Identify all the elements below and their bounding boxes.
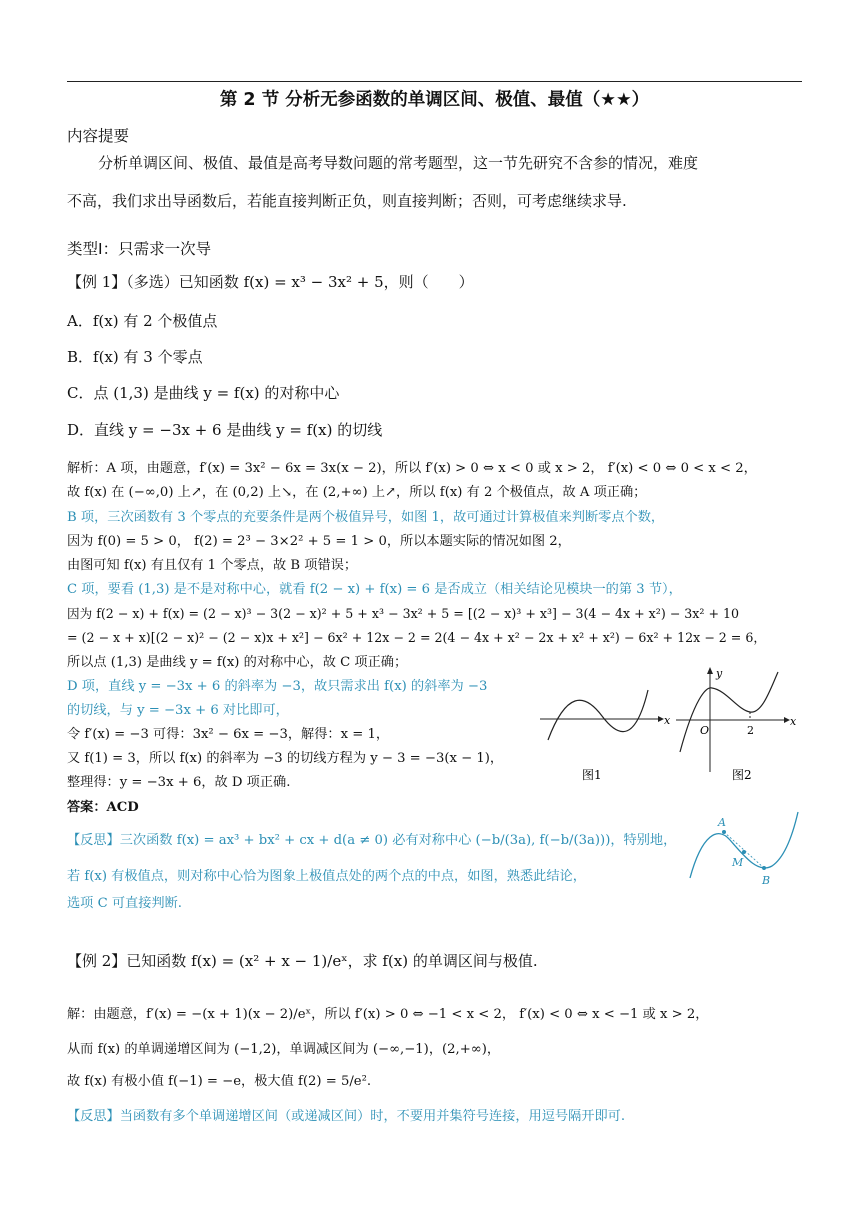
fig1-caption: 图1 xyxy=(582,768,602,782)
fig2-x-label: x xyxy=(790,715,797,728)
solution-c-line-1: C 项，要看 (1,3) 是不是对称中心，就看 f(2 − x) + f(x) = 6 是否成立（相关结论见模块一的第 3 节）， xyxy=(67,582,682,597)
fig1-x-label: x xyxy=(664,714,670,727)
solution-a-line-1: 解析：A 项，由题意，f′(x) = 3x² − 6x = 3x(x − 2)，所以 f′(x) > 0 ⇔ x < 0 或 x > 2， f′(x) < 0 ⇔ 0 < x < 2， xyxy=(67,461,757,476)
solution-c-line-2: 因为 f(2 − x) + f(x) = (2 − x)³ − 3(2 − x)² + 5 + x³ − 3x² + 5 = [(2 − x)³ + x³] − 3(4 − 4x + x²) − 3x² + 10 xyxy=(67,606,740,621)
example2-solution-line-1: 解：由题意，f′(x) = −(x + 1)(x − 2)/eˣ，所以 f′(x) > 0 ⇔ −1 < x < 2， f′(x) < 0 ⇔ x < −1 或 x > 2， xyxy=(67,1007,709,1022)
solution-a-line-2: 故 f(x) 在 (−∞,0) 上↗，在 (0,2) 上↘，在 (2,+∞) 上↗，所以 f(x) 有 2 个极值点，故 A 项正确； xyxy=(67,485,647,500)
summary-line-1: 分析单调区间、极值、最值是高考导数问题的常考题型，这一节先研究不含参的情况，难度 xyxy=(98,154,699,172)
reflection-figure xyxy=(688,808,802,896)
example1-option-d: D．直线 y = −3x + 6 是曲线 y = f(x) 的切线 xyxy=(67,421,383,439)
solution-d-line-3: 令 f′(x) = −3 可得：3x² − 6x = −3，解得：x = 1， xyxy=(67,727,390,742)
fig2-y-label: y xyxy=(716,667,723,680)
solution-b-line-2: 因为 f(0) = 5 > 0， f(2) = 2³ − 3×2² + 5 = 1 > 0，所以本题实际的情况如图 2， xyxy=(67,534,571,549)
point-a-label: A xyxy=(718,816,726,829)
example2-stem: 【例 2】已知函数 f(x) = (x² + x − 1)/eˣ，求 f(x) 的单调区间与极值. xyxy=(67,952,538,970)
solution-d-line-2: 的切线，与 y = −3x + 6 对比即可， xyxy=(67,703,289,718)
solution-b-line-3: 由图可知 f(x) 有且仅有 1 个零点，故 B 项错误； xyxy=(67,558,358,573)
example1-option-a: A．f(x) 有 2 个极值点 xyxy=(67,312,218,330)
example2-solution-line-3: 故 f(x) 有极小值 f(−1) = −e，极大值 f(2) = 5/e². xyxy=(67,1074,372,1089)
solution-c-line-3: = (2 − x + x)[(2 − x)² − (2 − x)x + x²] − 6x² + 12x − 2 = 2(4 − 4x + x² − 2x + x² + x²) − 6x² + 12x − 2 = 6， xyxy=(67,630,766,645)
example1-option-c: C．点 (1,3) 是曲线 y = f(x) 的对称中心 xyxy=(67,384,340,402)
reflection-1-line-2: 若 f(x) 有极值点，则对称中心恰为图象上极值点处的两个点的中点，如图，熟悉此结论， xyxy=(67,869,586,884)
summary-line-2: 不高，我们求出导函数后，若能直接判断正负，则直接判断；否则，可考虑继续求导. xyxy=(67,192,627,210)
point-m-label: M xyxy=(732,856,744,869)
solution-b-line-1: B 项，三次函数有 3 个零点的充要条件是两个极值异号，如图 1，故可通过计算极值来判断零点个数， xyxy=(67,510,665,525)
solution-d-line-1: D 项，直线 y = −3x + 6 的斜率为 −3，故只需求出 f(x) 的斜率为 −3 xyxy=(67,679,488,694)
fig2-tick-2-label: 2 xyxy=(747,724,754,737)
page-title: 第 2 节 分析无参函数的单调区间、极值、最值（★★） xyxy=(219,90,650,110)
example2-reflection: 【反思】当函数有多个单调递增区间（或递减区间）时，不要用并集符号连接，用逗号隔开即可. xyxy=(67,1109,626,1124)
summary-heading: 内容提要 xyxy=(67,127,130,145)
fig2-curve xyxy=(680,672,778,752)
header-rule xyxy=(67,81,802,82)
reflection-1-line-1: 【反思】三次函数 f(x) = ax³ + bx² + cx + d(a ≠ 0) 必有对称中心 (−b/(3a), f(−b/(3a)))，特别地， xyxy=(67,833,677,848)
solution-d-line-4: 又 f(1) = 3，所以 f(x) 的斜率为 −3 的切线方程为 y − 3 = −3(x − 1)， xyxy=(67,751,504,766)
figure-1 xyxy=(530,670,670,790)
fig2-caption: 图2 xyxy=(732,768,752,782)
example1-stem: 【例 1】（多选）已知函数 f(x) = x³ − 3x² + 5，则（ ） xyxy=(67,273,474,291)
figure-2 xyxy=(672,660,802,790)
example2-solution-line-2: 从而 f(x) 的单调递增区间为 (−1,2)，单调减区间为 (−∞,−1)，(2,+∞)， xyxy=(67,1042,501,1057)
reflection-1-line-3: 选项 C 可直接判断. xyxy=(67,896,182,911)
reflection-curve xyxy=(690,812,798,878)
example1-option-b: B．f(x) 有 3 个零点 xyxy=(67,348,203,366)
fig2-y-arrow xyxy=(707,667,713,674)
point-m-marker xyxy=(742,850,746,854)
solution-d-line-5: 整理得：y = −3x + 6，故 D 项正确. xyxy=(67,775,291,790)
answer: 答案：ACD xyxy=(67,800,139,815)
fig1-curve xyxy=(548,690,648,740)
fig2-origin: O xyxy=(700,724,710,737)
type1-heading: 类型Ⅰ：只需求一次导 xyxy=(67,240,212,258)
solution-c-line-4: 所以点 (1,3) 是曲线 y = f(x) 的对称中心，故 C 项正确； xyxy=(67,655,408,670)
point-b-label: B xyxy=(762,874,771,887)
